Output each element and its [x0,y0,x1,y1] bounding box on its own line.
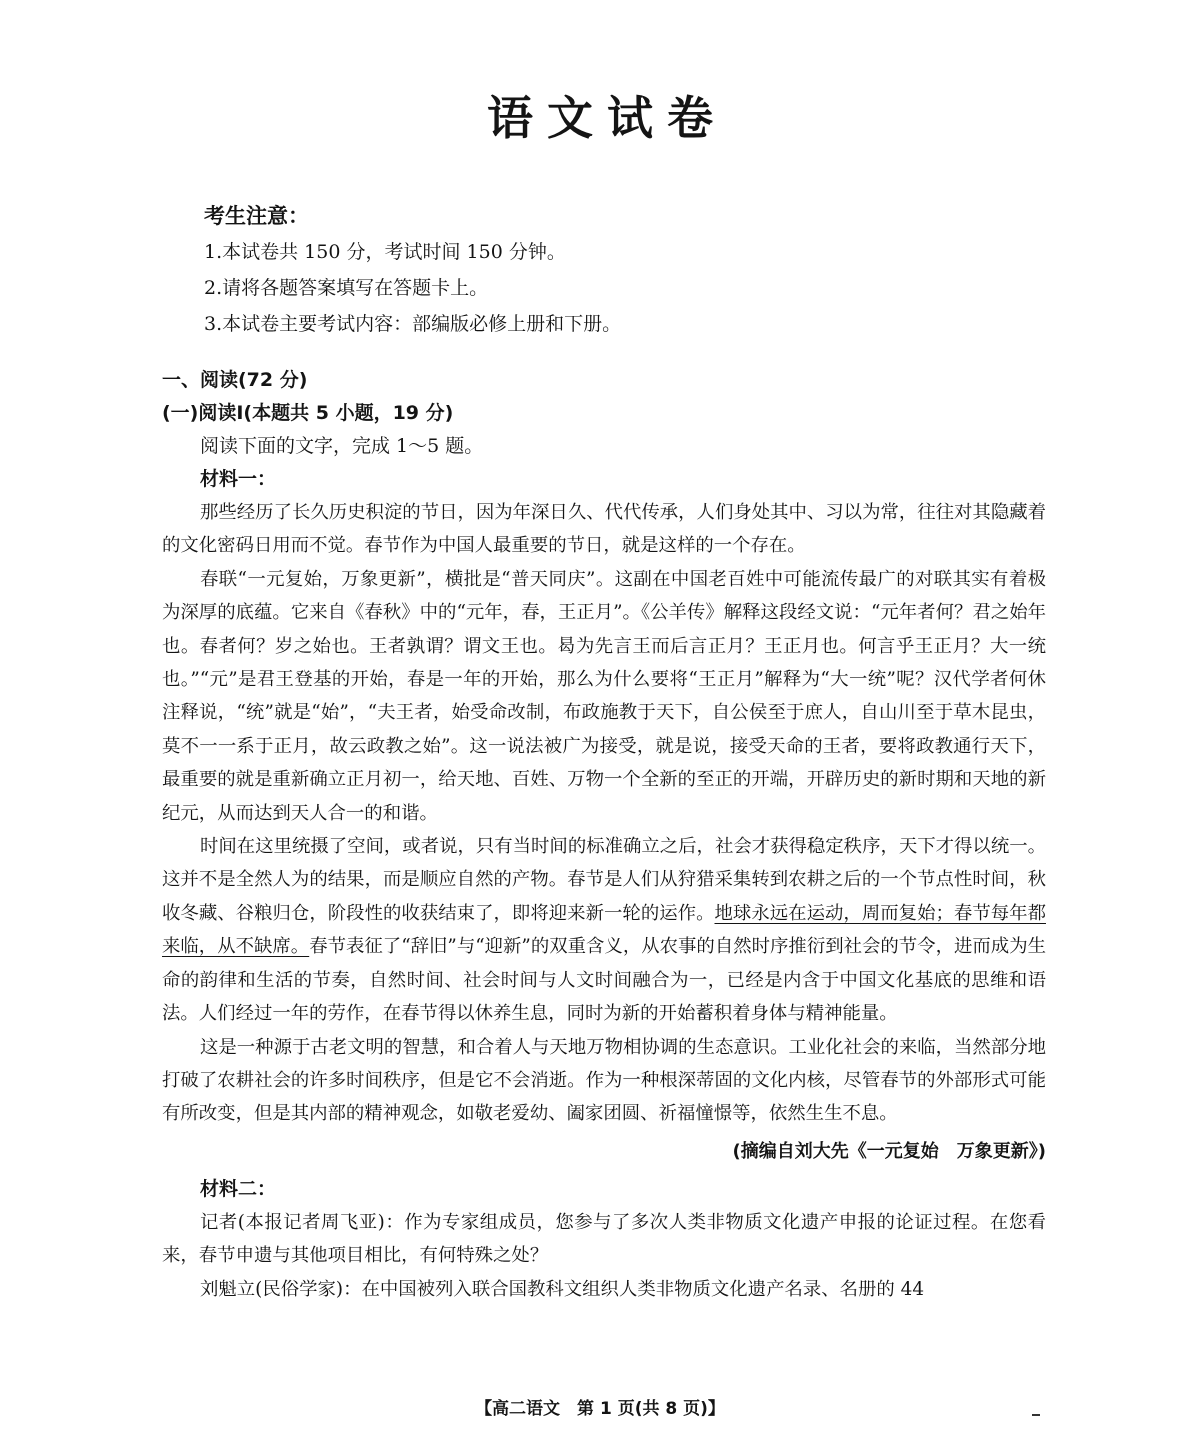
instruction: 阅读下面的文字，完成 1～5 题。 [200,435,484,457]
underlined-sentence: 地球永远在运动，周而复始；春节每年都来临，从不缺席。 [162,902,1046,958]
paragraph: 那些经历了长久历史积淀的节日，因为年深日久、代代传承，人们身处其中、习以为常，往往对其隐藏着的文化密码日用而不觉。春节作为中国人最重要的节日，就是这样的一个存在。 [162,502,1046,557]
subsection-heading: (一)阅读Ⅰ(本题共 5 小题，19 分) [162,402,454,424]
notice-item: 3.本试卷主要考试内容：部编版必修上册和下册。 [204,313,622,335]
page-footer: 【高二语文 第 1 页(共 8 页)】 [475,1399,725,1419]
paragraph: 记者(本报记者周飞亚)：作为专家组成员，您参与了多次人类非物质文化遗产申报的论证过程。在您看来，春节申遗与其他项目相比，有何特殊之处？ [162,1211,1046,1267]
candidate-notice [204,198,1104,342]
section-heading: 一、阅读(72 分) [162,369,308,391]
notice-item: 2.请将各题答案填写在答题卡上。 [204,277,489,299]
material-two-label: 材料二： [200,1177,277,1200]
paragraph: 刘魁立(民俗学家)：在中国被列入联合国教科文组织人类非物质文化遗产名录、名册的 44 [200,1278,925,1300]
notice-heading: 考生注意： [204,204,309,228]
reading-section [162,364,1046,1306]
notice-item: 1.本试卷共 150 分，考试时间 150 分钟。 [204,241,566,263]
source-citation: (摘编自刘大先《一元复始 万象更新》) [732,1140,1046,1162]
paragraph-text: 时间在这里统摄了空间，或者说，只有当时间的标准确立之后，社会才获得稳定秩序，天下才得以统一。这并不是全然人为的结果，而是顺应自然的产物。春节是人们从狩猎采集转到农耕之后的一个节点性时间，秋收冬藏、谷粮归仓，阶段性的收获结束了，即将迎来新一轮的运作。 [162,836,1046,924]
page-title: 语文试卷 [487,91,727,145]
paragraph: 春联“一元复始，万象更新”，横批是“普天同庆”。这副在中国老百姓中可能流传最广的对联其实有着极为深厚的底蕴。它来自《春秋》中的“元年，春，王正月”。《公羊传》解释这段经文说：“元年者何？君之始年也。春者何？岁之始也。王者孰谓？谓文王也。曷为先言王而后言正月？王正月也。何言乎王正月？大一统也。”“元”是君王登基的开始，春是一年的开始，那么为什么要将“王正月”解释为“大一统”呢？汉代学者何休注释说，“统”就是“始”，“夫王者，始受命改制，布政施教于天下，自公侯至于庶人，自山川至于草木昆虫，莫不一一系于正月，故云政教之始”。这一说法被广为接受，就是说，接受天命的王者，要将政教通行天下，最重要的就是重新确立正月初一，给天地、百姓、万物一个全新的至正的开端，开辟历史的新时期和天地的新纪元，从而达到天人合一的和谐。 [162,568,1046,824]
material-one-label: 材料一： [200,468,277,490]
paragraph-text: 春节表征了“辞旧”与“迎新”的双重含义，从农事的自然时序推衍到社会的节令，进而成为生命的韵律和生活的节奏，自然时间、社会时间与人文时间融合为一，已经是内含于中国文化基底的思维和语法。人们经过一年的劳作，在春节得以休养生息，同时为新的开始蓄积着身体与精神能量。 [162,936,1046,1025]
paragraph [162,830,1046,1030]
paragraph: 这是一种源于古老文明的智慧，和合着人与天地万物相协调的生态意识。工业化社会的来临，当然部分地打破了农耕社会的许多时间秩序，但是它不会消逝。作为一种根深蒂固的文化内核，尽管春节的外部形式可能有所改变，但是其内部的精神观念，如敬老爱幼、阖家团圆、祈福憧憬等，依然生生不息。 [162,1036,1046,1125]
corner-mark [1032,1414,1040,1416]
